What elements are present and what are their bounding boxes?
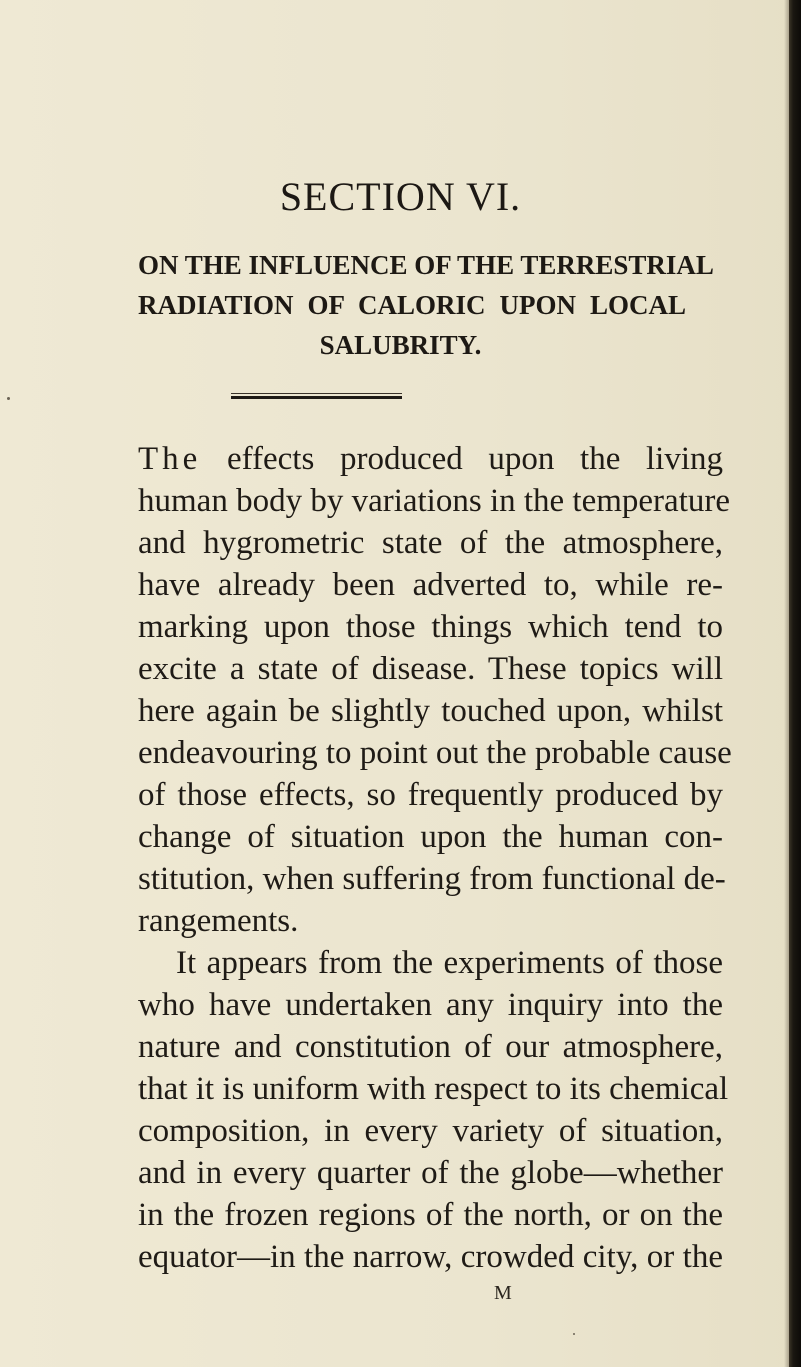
paragraph-1-line-3: and hygrometric state of the atmosphere,: [138, 525, 723, 561]
paragraph-1-line-9: of those effects, so frequently produced by: [138, 777, 723, 813]
chapter-heading-line-3: SALUBRITY.: [319, 330, 482, 360]
paper-speck: [573, 1333, 575, 1335]
paragraph-1-line-2: human body by variations in the temperature: [138, 483, 731, 519]
section-title: SECTION VI.: [279, 174, 522, 219]
paragraph-lead-word: The: [138, 441, 202, 477]
paper-speck: [7, 397, 10, 400]
paragraph-2-line-8: equator—in the narrow, crowded city, or the: [138, 1239, 723, 1275]
chapter-heading-line-1: ON THE INFLUENCE OF THE TERRESTRIAL: [138, 250, 714, 280]
chapter-heading-line-2: RADIATION OF CALORIC UPON LOCAL: [138, 290, 686, 320]
paragraph-2-line-3: nature and constitution of our atmosphere,: [138, 1029, 723, 1065]
paragraph-1-line-1-text: effects produced upon the living: [226, 441, 723, 477]
paragraph-1-line-11: stitution, when suffering from functional de-: [138, 861, 726, 897]
paragraph-1-line-4: have already been adverted to, while re-: [138, 567, 723, 603]
divider-thin-line: [231, 393, 402, 394]
divider-thick-line: [231, 396, 402, 399]
paragraph-1-line-10: change of situation upon the human con-: [138, 819, 723, 855]
signature-mark: M: [494, 1282, 512, 1304]
paragraph-2-line-7: in the frozen regions of the north, or on the: [138, 1197, 723, 1233]
paragraph-1-line-5: marking upon those things which tend to: [138, 609, 723, 645]
paragraph-1-line-12: rangements.: [138, 903, 299, 939]
paragraph-1-line-8: endeavouring to point out the probable cause: [138, 735, 732, 771]
section-divider-rule: [231, 393, 402, 399]
paragraph-1-line-1: [138, 438, 723, 480]
paragraph-2-line-4: that it is uniform with respect to its chemical: [138, 1071, 729, 1107]
paragraph-2-line-5: composition, in every variety of situation,: [138, 1113, 723, 1149]
paragraph-1-line-7: here again be slightly touched upon, whilst: [138, 693, 723, 729]
paragraph-2-line-1: It appears from the experiments of those: [176, 945, 723, 981]
paragraph-2-line-6: and in every quarter of the globe—whether: [138, 1155, 723, 1191]
paragraph-2-line-2: who have undertaken any inquiry into the: [138, 987, 723, 1023]
paragraph-1-line-6: excite a state of disease. These topics will: [138, 651, 723, 687]
